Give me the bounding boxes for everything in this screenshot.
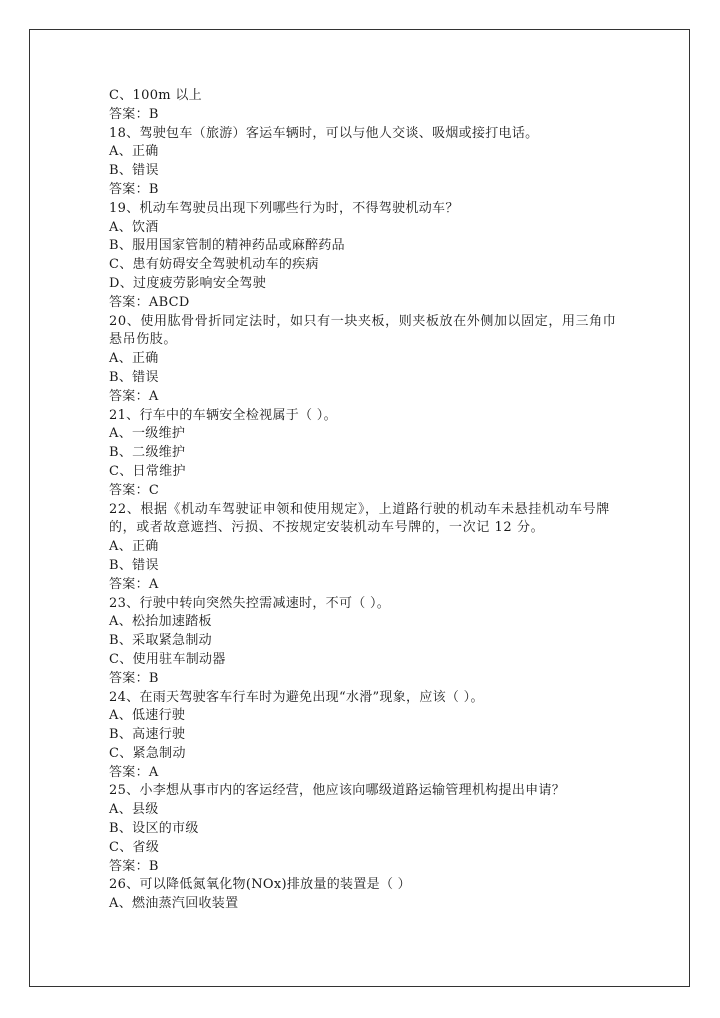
option-d: D、过度疲劳影响安全驾驶 [109,275,267,291]
option-b: B、错误 [109,557,159,573]
option-b: B、采取紧急制动 [109,633,212,649]
option-c: C、100m 以上 [109,88,202,103]
option-a: A、燃油蒸汽回收装置 [109,896,239,912]
question-22: 22、根据《机动车驾驶证申领和使用规定》，上道路行驶的机动车未悬挂机动车号牌的，或者故意遮挡、污损、不按规定安装机动车号牌的，一次记 12 分。 [109,501,610,536]
question-20: 20、使用肱骨骨折同定法时，如只有一块夹板，则夹板放在外侧加以固定，用三角巾悬吊伤肢。 [109,313,617,348]
question-26: 26、可以降低氮氧化物(NOx)排放量的装置是（ ） [109,877,411,893]
option-a: A、正确 [109,351,159,367]
question-23: 23、行驶中转向突然失控需减速时，不可（ ）。 [109,595,391,611]
option-b: B、服用国家管制的精神药品或麻醉药品 [109,238,345,254]
answer-line: 答案：B [109,181,159,197]
option-b: B、高速行驶 [109,727,186,743]
option-c: C、紧急制动 [109,745,186,761]
option-c: C、患有妨碍安全驾驶机动车的疾病 [109,257,319,273]
option-c: C、省级 [109,839,160,855]
answer-line: 答案：B [109,106,159,122]
question-24: 24、在雨天驾驶客车行车时为避免出现“水滑”现象，应该（ ）。 [109,689,484,705]
option-a: A、低速行驶 [109,708,186,724]
option-c: C、日常维护 [109,463,186,479]
question-25: 25、小李想从事市内的客运经营，他应该向哪级道路运输管理机构提出申请？ [109,783,566,799]
option-b: B、错误 [109,163,159,179]
question-21: 21、行车中的车辆安全检视属于（ ）。 [109,407,337,423]
answer-line: 答案：A [109,764,159,780]
question-18: 18、驾驶包车（旅游）客运车辆时，可以与他人交谈、吸烟或接打电话。 [109,125,539,141]
answer-line: 答案：B [109,858,159,874]
option-c: C、使用驻车制动器 [109,651,226,667]
option-b: B、设区的市级 [109,821,199,837]
question-19: 19、机动车驾驶员出现下列哪些行为时，不得驾驶机动车？ [109,200,459,216]
document-body [109,87,619,914]
option-b: B、二级维护 [109,445,186,461]
option-a: A、正确 [109,144,159,160]
answer-line: 答案：C [109,482,160,498]
option-a: A、正确 [109,539,159,555]
answer-line: 答案：B [109,670,159,686]
option-a: A、县级 [109,802,159,818]
option-b: B、错误 [109,369,159,385]
option-a: A、饮酒 [109,219,159,235]
answer-line: 答案：A [109,388,159,404]
answer-line: 答案：A [109,576,159,592]
option-a: A、松抬加速踏板 [109,614,212,630]
answer-line: 答案：ABCD [109,294,190,310]
option-a: A、一级维护 [109,426,186,442]
